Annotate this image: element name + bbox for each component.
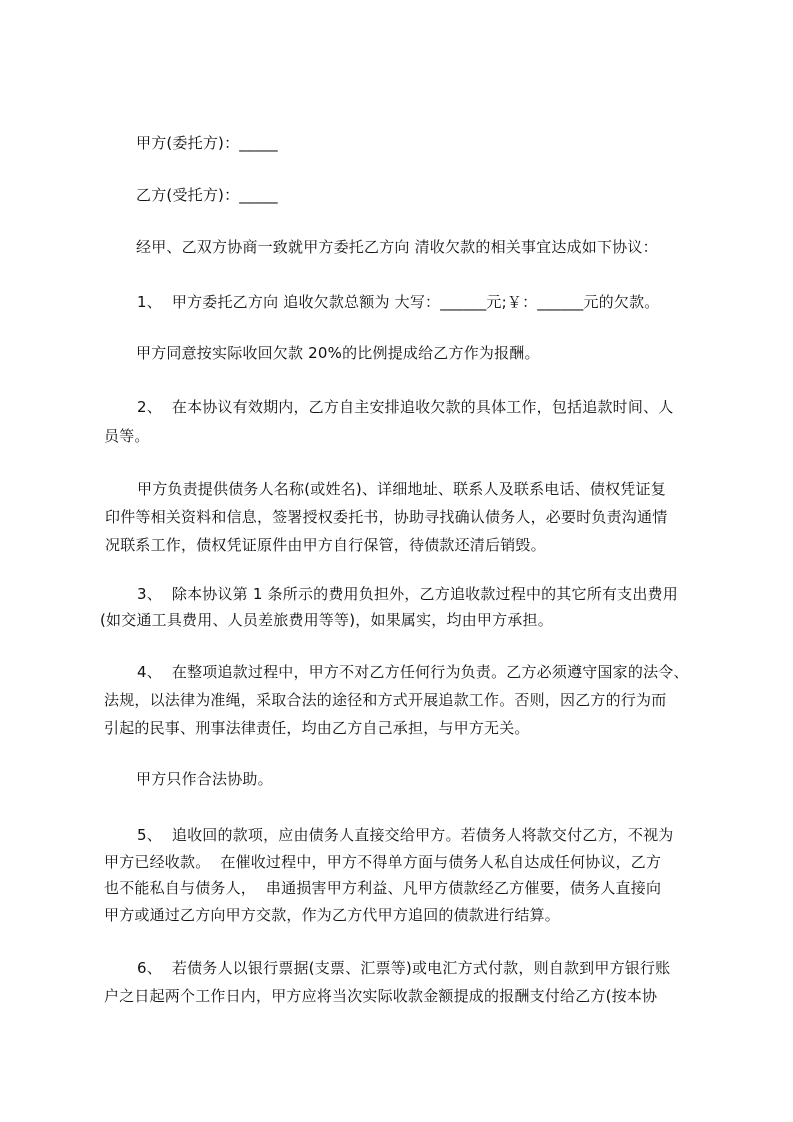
clause-6-line-2: 户之日起两个工作日内，甲方应将当次实际收款金额提成的报酬支付给乙方(按本协 (104, 987, 658, 1005)
clause-4-line-1: 4、 在整项追款过程中，甲方不对乙方任何行为负责。乙方必须遵守国家的法令、 (137, 663, 689, 681)
clause-5-line-3: 也不能私自与债务人， 串通损害甲方利益、凡甲方债款经乙方催要，债务人直接向 (104, 879, 662, 897)
clause-3-line-1: 3、 除本协议第 1 条所示的费用负担外，乙方追收款过程中的其它所有支出费用 (137, 585, 678, 603)
party-a-line: 甲方(委托方)：_____ (136, 134, 278, 152)
clause-4-line-2: 法规，以法律为准绳，采取合法的途径和方式开展追款工作。否则，因乙方的行为而 (104, 691, 667, 709)
clause-1-fee-line: 甲方同意按实际收回欠款 20%的比例提成给乙方作为报酬。 (136, 344, 540, 362)
clause-5-line-2: 甲方已经收款。 在催收过程中，甲方不得单方面与债务人私自达成任何协议，乙方 (104, 853, 662, 871)
clause-4-line-3: 引起的民事、刑事法律责任，均由乙方自己承担，与甲方无关。 (104, 719, 530, 737)
clause-5-line-4: 甲方或通过乙方向甲方交款，作为乙方代甲方追回的债款进行结算。 (104, 906, 561, 924)
clause-6-line-1: 6、 若债务人以银行票据(支票、汇票等)或电汇方式付款，则自款到甲方银行账 (137, 959, 671, 977)
clause-2b-line-1: 甲方负责提供债务人名称(或姓名)、详细地址、联系人及联系电话、债权凭证复 (137, 480, 666, 498)
party-b-line: 乙方(受托方)：_____ (136, 186, 278, 204)
clause-1-line: 1、 甲方委托乙方向 追收欠款总额为 大写：______元;￥：______元的欠款。 (137, 293, 660, 311)
clause-2-line-1: 2、 在本协议有效期内，乙方自主安排追收欠款的具体工作，包括追款时间、人 (137, 398, 674, 416)
clause-2-line-2: 员等。 (104, 427, 150, 445)
clause-3-line-2: (如交通工具费用、人员差旅费用等等)，如果属实，均由甲方承担。 (100, 611, 553, 629)
clause-2b-line-2: 印件等相关资料和信息，签署授权委托书，协助寻找确认债务人，必要时负责沟通情 (105, 508, 668, 526)
clause-5-line-1: 5、 追收回的款项，应由债务人直接交给甲方。若债务人将款交付乙方，不视为 (137, 826, 674, 844)
clause-4b-line: 甲方只作合法协助。 (136, 770, 273, 788)
intro-paragraph: 经甲、乙双方协商一致就甲方委托乙方向 清收欠款的相关事宜达成如下协议： (136, 238, 658, 256)
clause-2b-line-3: 况联系工作，债权凭证原件由甲方自行保管，待债款还清后销毁。 (105, 536, 546, 554)
